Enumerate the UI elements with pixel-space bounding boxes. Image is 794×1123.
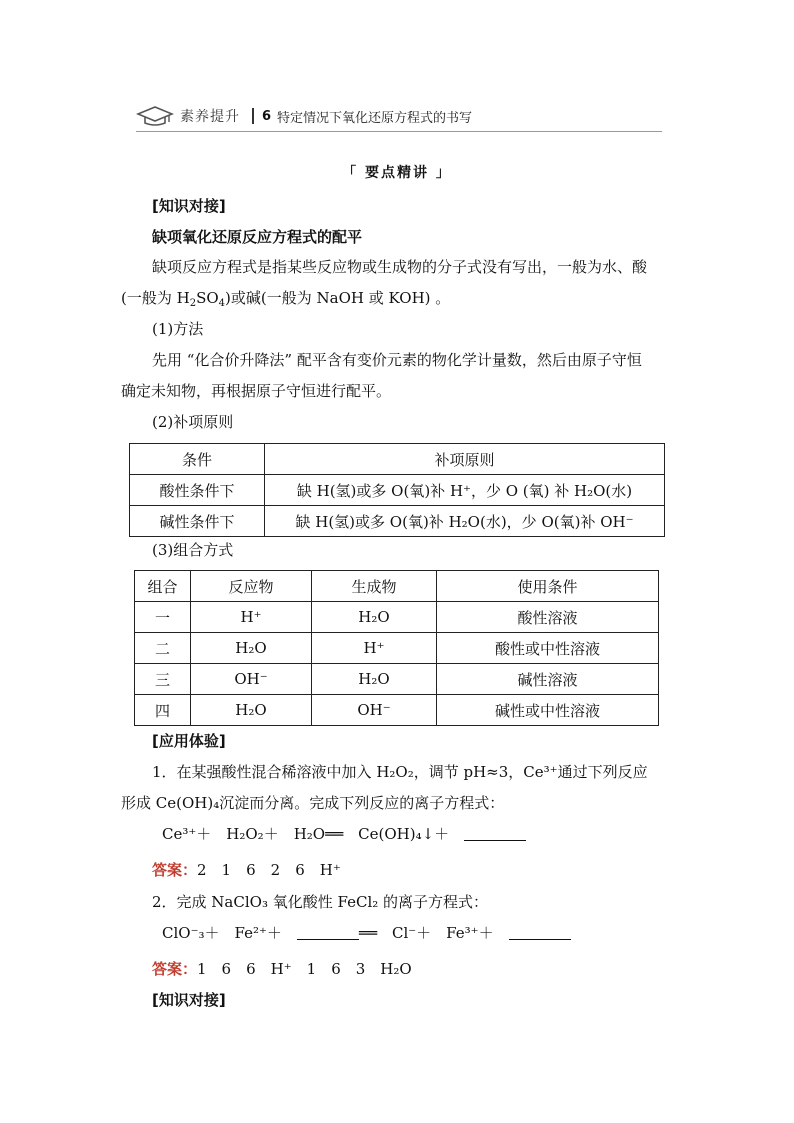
intro-line-2: (一般为 $H_2SO_4$)或碱(一般为 NaOH 或 KOH) 。	[121, 289, 451, 309]
header-cell: 组合	[135, 571, 191, 602]
table-row	[130, 475, 665, 506]
group-cell: 三	[135, 664, 191, 695]
condition-cell: 碱性条件下	[130, 506, 265, 537]
product-cell: H₂O	[312, 664, 437, 695]
method-line-2: 确定未知物，再根据原子守恒进行配平。	[121, 382, 392, 400]
header-cell: 补项原则	[265, 444, 665, 475]
header-cell: 使用条件	[437, 571, 659, 602]
group-cell: 一	[135, 602, 191, 633]
section-title: 特定情况下氧化还原方程式的书写	[277, 110, 473, 126]
condition-cell: 碱性或中性溶液	[437, 695, 659, 726]
condition-cell: 碱性溶液	[437, 664, 659, 695]
table-row	[135, 664, 659, 695]
product-cell: OH⁻	[312, 695, 437, 726]
table-header-row	[130, 444, 665, 475]
table-row	[135, 633, 659, 664]
q2-line-1: 2．完成 NaClO₃ 氧化酸性 FeCl₂ 的离子方程式：	[152, 893, 489, 911]
combo-label: (3)组合方式	[152, 541, 234, 559]
header-rule	[136, 131, 662, 132]
apply-label: [应用体验]	[152, 732, 226, 750]
group-cell: 二	[135, 633, 191, 664]
header-cell: 反应物	[191, 571, 312, 602]
rule-cell: 缺 H(氢)或多 O(氧)补 H₂O(水)，少 O(氧)补 OH⁻	[265, 506, 665, 537]
header-divider	[252, 108, 254, 124]
table-row	[135, 602, 659, 633]
table-row	[130, 506, 665, 537]
table-row	[135, 695, 659, 726]
answer-blank	[509, 925, 571, 940]
q1-answer: 答案：2 1 6 2 6 H⁺	[152, 861, 341, 879]
reactant-cell: H₂O	[191, 633, 312, 664]
product-cell: H⁺	[312, 633, 437, 664]
knowledge-label-2: [知识对接]	[152, 991, 226, 1009]
graduation-cap-icon	[136, 105, 174, 127]
rule-table	[129, 443, 665, 537]
product-cell: H₂O	[312, 602, 437, 633]
condition-cell: 酸性条件下	[130, 475, 265, 506]
combo-table	[134, 570, 659, 726]
condition-cell: 酸性或中性溶液	[437, 633, 659, 664]
header-cell: 条件	[130, 444, 265, 475]
topic-heading: 缺项氧化还原反应方程式的配平	[152, 228, 363, 246]
method-line-1: 先用 “化合价升降法” 配平含有变价元素的物化学计量数，然后由原子守恒	[152, 351, 642, 369]
knowledge-label: [知识对接]	[152, 197, 226, 215]
reactant-cell: H₂O	[191, 695, 312, 726]
reactant-cell: H⁺	[191, 602, 312, 633]
q2-answer: 答案：1 6 6 H⁺ 1 6 3 H₂O	[152, 960, 412, 978]
answer-blank	[297, 925, 359, 940]
section-number: 6	[262, 108, 272, 124]
rule-cell: 缺 H(氢)或多 O(氧)补 H⁺，少 O (氧) 补 H₂O(水)	[265, 475, 665, 506]
header-cell: 生成物	[312, 571, 437, 602]
rule-label: (2)补项原则	[152, 413, 234, 431]
key-points-title: 「 要点精讲 」	[342, 165, 452, 181]
reactant-cell: OH⁻	[191, 664, 312, 695]
table-header-row	[135, 571, 659, 602]
section-header	[136, 104, 472, 128]
section-label: 素养提升	[180, 109, 240, 125]
q2-equation: ClO⁻₃＋ Fe²⁺＋ ══ Cl⁻＋ Fe³⁺＋	[162, 924, 571, 942]
intro-line-1: 缺项反应方程式是指某些反应物或生成物的分子式没有写出，一般为水、酸	[152, 258, 648, 276]
condition-cell: 酸性溶液	[437, 602, 659, 633]
group-cell: 四	[135, 695, 191, 726]
method-label: (1)方法	[152, 320, 204, 338]
q1-line-2: 形成 Ce(OH)₄沉淀而分离。完成下列反应的离子方程式：	[121, 794, 505, 812]
q1-line-1: 1．在某强酸性混合稀溶液中加入 H₂O₂，调节 pH≈3，Ce³⁺通过下列反应	[152, 763, 648, 781]
q1-equation: Ce³⁺＋ H₂O₂＋ H₂O══ Ce(OH)₄↓＋	[162, 825, 526, 843]
answer-blank	[464, 826, 526, 841]
